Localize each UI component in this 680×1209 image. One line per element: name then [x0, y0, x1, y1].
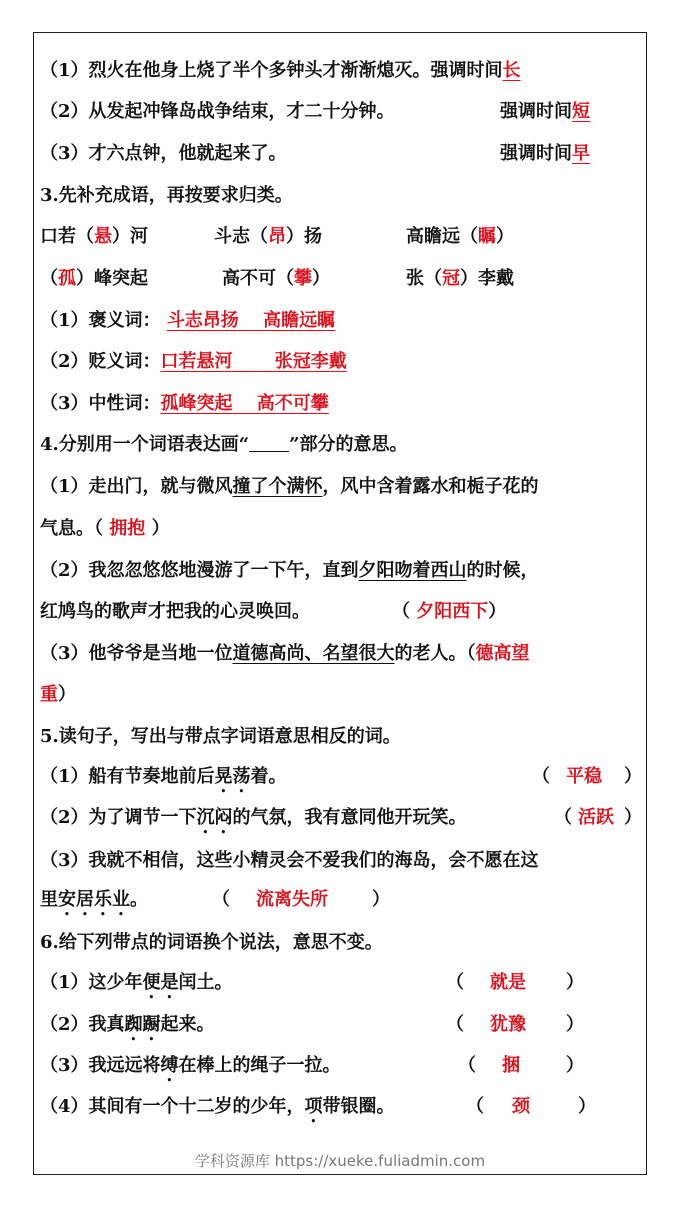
idiom-4: （孤）峰突起: [40, 268, 148, 289]
q5-s1-ans: 平稳: [566, 766, 602, 787]
answer: 长: [502, 60, 521, 81]
q6-title: 6.给下列带点的词语换个说法，意思不变。: [40, 932, 383, 953]
idiom-1: 口若（悬）河: [40, 226, 148, 247]
paren: ）: [566, 1014, 584, 1035]
answer: 早: [572, 143, 590, 164]
paren: ）: [566, 972, 584, 993]
q4-s1-cont: 气息。（ 拥抱 ）: [40, 518, 170, 539]
q5-s3: （3）我就不相信，这些小精灵会不爱我们的海岛，会不愿在这: [40, 850, 539, 871]
answer: 短: [572, 101, 590, 122]
idiom-5: 高不可（攀）: [222, 268, 330, 289]
line-2-tail: 强调时间短: [500, 101, 590, 122]
q6-s3: （3）我远远将缚在棒上的绳子一拉。: [40, 1055, 341, 1076]
q5-s1-answer: （: [532, 766, 550, 787]
q4-s2-answer: （ 夕阳西下）: [392, 601, 507, 622]
q5-s3-cont: 里安居乐业。: [40, 889, 148, 910]
q5-title: 5.读句子，写出与带点字词语意思相反的词。: [40, 726, 401, 747]
q4-s2-cont: 红鸠鸟的歌声才把我的心灵唤回。: [40, 601, 310, 622]
line-2: （2）从发起冲锋岛战争结束，才二十分钟。: [40, 101, 395, 122]
category-1: （1）褒义词： 斗志昂扬 高瞻远瞩: [40, 310, 336, 331]
q4-title: 4.分别用一个词语表达画“ ”部分的意思。: [40, 434, 408, 455]
q6-s2: （2）我真踟蹰起来。: [40, 1014, 215, 1035]
q4-s3: （3）他爷爷是当地一位道德高尚、名望很大的老人。（德高望: [40, 643, 530, 664]
category-3: （3）中性词：孤峰突起 高不可攀: [40, 393, 329, 414]
q3-title: 3.先补充成语，再按要求归类。: [40, 185, 293, 206]
paren: ）: [372, 889, 390, 910]
idiom-3: 高瞻远（瞩）: [406, 226, 514, 247]
paren: ）: [566, 1055, 584, 1076]
line-1: （1）烈火在他身上烧了半个多钟头才渐渐熄灭。强调时间长: [40, 60, 521, 81]
q6-s3-ans: 捆: [502, 1055, 520, 1076]
footer-watermark: 学科资源库 https://xueke.fuliadmin.com: [194, 1152, 486, 1170]
q5-s1: （1）船有节奏地前后晃荡着。: [40, 766, 287, 787]
line-3: （3）才六点钟，他就起来了。: [40, 143, 287, 164]
q5-s2-ans: 活跃: [578, 807, 614, 828]
paren: ）: [624, 766, 642, 787]
paren: （: [446, 1014, 464, 1035]
paren: （: [446, 972, 464, 993]
q5-s3-ans: 流离失所: [256, 889, 328, 910]
idiom-6: 张（冠）李戴: [406, 268, 514, 289]
q6-s1-ans: 就是: [490, 972, 526, 993]
q4-s3-cont: 重）: [40, 684, 76, 705]
category-2: （2）贬义词：口若悬河 张冠李戴: [40, 351, 347, 372]
paren: ）: [624, 807, 642, 828]
line-3-tail: 强调时间早: [500, 143, 590, 164]
q6-s1: （1）这少年便是闰土。: [40, 972, 233, 993]
paren: ）: [578, 1096, 596, 1117]
paren: （: [212, 889, 230, 910]
q5-s2: （2）为了调节一下沉闷的气氛，我有意同他开玩笑。: [40, 807, 467, 828]
q6-s4: （4）其间有一个十二岁的少年，项带银圈。: [40, 1096, 395, 1117]
paren: （: [554, 807, 572, 828]
q4-s2: （2）我忽忽悠悠地漫游了一下午，直到夕阳吻着西山的时候，: [40, 560, 539, 581]
paren: （: [458, 1055, 476, 1076]
blank-line: [249, 433, 289, 452]
q6-s4-ans: 颈: [512, 1096, 530, 1117]
q6-s2-ans: 犹豫: [490, 1014, 526, 1035]
paren: （: [466, 1096, 484, 1117]
idiom-2: 斗志（昂）扬: [214, 226, 322, 247]
q4-s1: （1）走出门，就与微风撞了个满怀，风中含着露水和栀子花的: [40, 476, 539, 497]
